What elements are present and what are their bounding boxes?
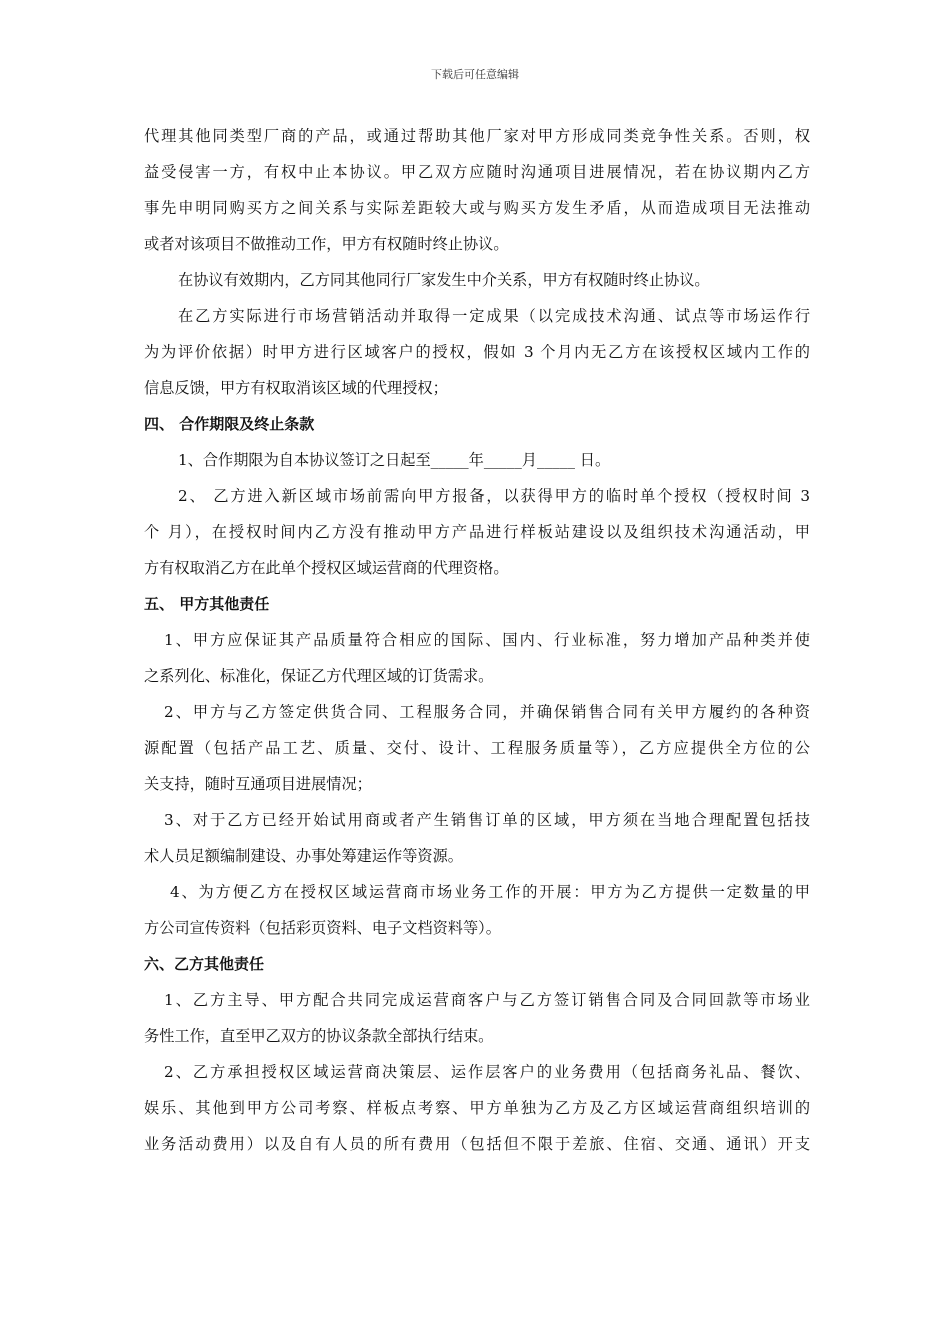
body-text-line: 在乙方实际进行市场营销活动并取得一定成果（以完成技术沟通、试点等市场运作行: [178, 307, 810, 325]
body-text-line: 为为评价依据）时甲方进行区域客户的授权，假如 3 个月内无乙方在该授权区域内工作的: [144, 343, 810, 361]
body-text-line: 信息反馈，甲方有权取消该区域的代理授权；: [144, 379, 448, 397]
body-text-line: 事先申明同购买方之间关系与实际差距较大或与购买方发生矛盾，从而造成项目无法推动: [144, 199, 810, 217]
body-text-line: 益受侵害一方，有权中止本协议。甲乙双方应随时沟通项目进展情况，若在协议期内乙方: [144, 163, 810, 181]
section-heading: 五、 甲方其他责任: [144, 595, 270, 613]
body-text-line: 或者对该项目不做推动工作，甲方有权随时终止协议。: [144, 235, 509, 253]
body-text-line: 2、乙方承担授权区域运营商决策层、运作层客户的业务费用（包括商务礼品、餐饮、: [164, 1063, 810, 1081]
body-text-line: 1、甲方应保证其产品质量符合相应的国际、国内、行业标准，努力增加产品种类并使: [164, 631, 810, 649]
body-text-line: 4、为方便乙方在授权区域运营商市场业务工作的开展：甲方为乙方提供一定数量的甲: [170, 883, 810, 901]
body-text-line: 个 月），在授权时间内乙方没有推动甲方产品进行样板站建设以及组织技术沟通活动，甲: [144, 523, 810, 541]
body-text-line: 娱乐、其他到甲方公司考察、样板点考察、甲方单独为乙方及乙方区域运营商组织培训的: [144, 1099, 810, 1117]
section-heading: 六、乙方其他责任: [144, 955, 265, 973]
body-text-line: 关支持，随时互通项目进展情况；: [144, 775, 372, 793]
body-text-line: 之系列化、标准化，保证乙方代理区域的订货需求。: [144, 667, 494, 685]
body-text-line: 1、合作期限为自本协议签订之日起至_____年_____月_____ 日。: [178, 451, 611, 469]
section-heading: 四、 合作期限及终止条款: [144, 415, 315, 433]
body-text-line: 3、对于乙方已经开始试用商或者产生销售订单的区域，甲方须在当地合理配置包括技: [164, 811, 810, 829]
body-text-line: 1、乙方主导、甲方配合共同完成运营商客户与乙方签订销售合同及合同回款等市场业: [164, 991, 810, 1009]
body-text-line: 方公司宣传资料（包括彩页资料、电子文档资料等）。: [144, 919, 501, 937]
body-text-line: 源配置（包括产品工艺、质量、交付、设计、工程服务质量等），乙方应提供全方位的公: [144, 739, 810, 757]
body-text-line: 方有权取消乙方在此单个授权区域运营商的代理资格。: [144, 559, 509, 577]
body-text-line: 2、甲方与乙方签定供货合同、工程服务合同，并确保销售合同有关甲方履约的各种资: [164, 703, 810, 721]
body-text-line: 术人员足额编制建设、办事处筹建运作等资源。: [144, 847, 463, 865]
body-text-line: 代理其他同类型厂商的产品，或通过帮助其他厂家对甲方形成同类竞争性关系。否则，权: [144, 127, 810, 145]
body-text-line: 务性工作，直至甲乙双方的协议条款全部执行结束。: [144, 1027, 494, 1045]
body-text-line: 业务活动费用）以及自有人员的所有费用（包括但不限于差旅、住宿、交通、通讯）开支: [144, 1135, 810, 1153]
body-text-line: 2、 乙方进入新区域市场前需向甲方报备，以获得甲方的临时单个授权（授权时间 3: [178, 487, 810, 505]
document-body: [144, 118, 810, 1162]
body-text-line: 在协议有效期内，乙方同其他同行厂家发生中介关系，甲方有权随时终止协议。: [178, 271, 710, 289]
page-header: 下载后可任意编辑: [431, 68, 519, 81]
